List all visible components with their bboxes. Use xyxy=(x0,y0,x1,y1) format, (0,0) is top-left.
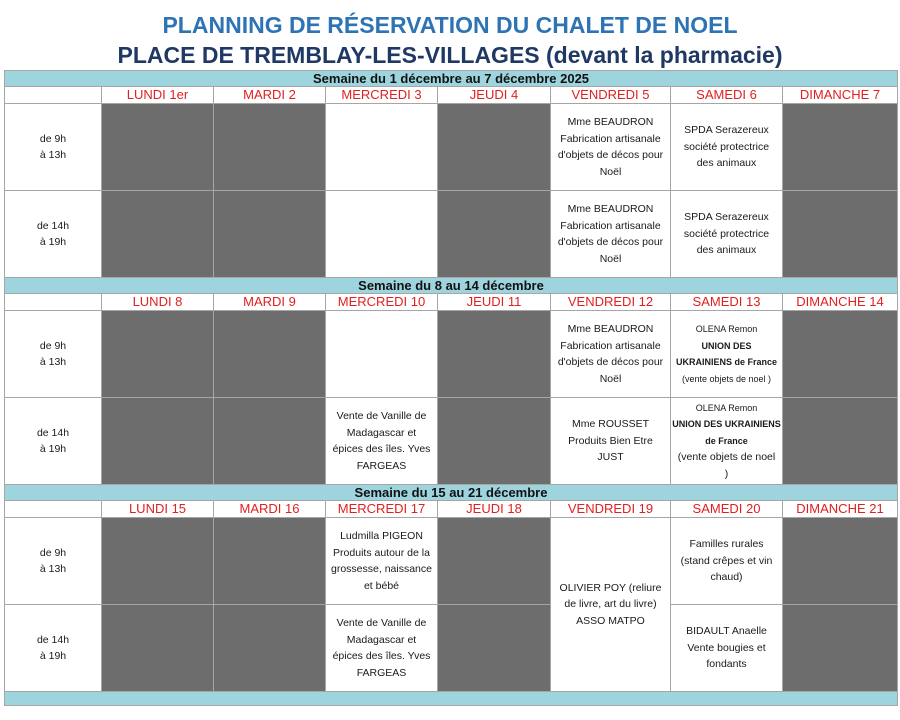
booking-line: Fabrication artisanale xyxy=(560,132,661,145)
booking-line: d'objets de décos pour xyxy=(557,236,664,248)
time-line: à 19h xyxy=(39,236,67,248)
booking-cell xyxy=(551,104,671,191)
unavailable-cell xyxy=(438,518,551,605)
time-line: à 19h xyxy=(39,443,67,455)
unavailable-cell xyxy=(214,605,326,692)
unavailable-cell xyxy=(438,605,551,692)
page-subtitle: PLACE DE TREMBLAY-LES-VILLAGES (devant la pharmacie) xyxy=(117,42,783,68)
booking-line: de livre, art du livre) xyxy=(564,598,657,611)
booking-line: Noël xyxy=(599,372,622,385)
booking-line: (vente objets de noel ) xyxy=(681,373,772,384)
time-line: à 19h xyxy=(39,650,67,662)
booking-line: société protectrice xyxy=(683,140,770,153)
booking-line: Noël xyxy=(599,252,622,265)
day-header: SAMEDI 6 xyxy=(671,87,783,104)
unavailable-cell xyxy=(102,605,214,692)
booking-cell-full-day xyxy=(551,518,671,692)
day-header: MERCREDI 17 xyxy=(326,501,438,518)
day-header-empty xyxy=(5,87,102,104)
day-header: SAMEDI 20 xyxy=(671,501,783,518)
day-header: DIMANCHE 7 xyxy=(783,87,898,104)
unavailable-cell xyxy=(214,518,326,605)
booking-line: Noël xyxy=(599,165,622,178)
booking-line: épices des îles. Yves xyxy=(332,650,431,662)
booking-line: Produits Bien Etre xyxy=(568,434,653,447)
unavailable-cell xyxy=(783,605,898,692)
unavailable-cell xyxy=(783,311,898,398)
booking-line: Vente de Vanille de xyxy=(336,410,427,422)
booking-line: BIDAULT Anaelle xyxy=(686,625,767,638)
unavailable-cell xyxy=(214,398,326,485)
booking-cell xyxy=(671,398,783,485)
time-line: de 9h xyxy=(39,132,67,145)
booking-line: Madagascar et xyxy=(346,633,417,646)
time-slot-morning xyxy=(5,311,102,398)
unavailable-cell xyxy=(102,398,214,485)
booking-line: Ludmilla PIGEON xyxy=(340,530,423,542)
booking-cell xyxy=(671,605,783,692)
unavailable-cell xyxy=(214,191,326,278)
time-line: de 9h xyxy=(39,546,67,559)
booking-line: Mme BEAUDRON xyxy=(567,323,654,335)
booking-line: Vente bougies et xyxy=(687,641,766,654)
unavailable-cell xyxy=(102,191,214,278)
booking-cell xyxy=(671,104,783,191)
unavailable-cell xyxy=(783,191,898,278)
day-header: JEUDI 11 xyxy=(438,294,551,311)
time-line: à 13h xyxy=(39,149,67,161)
day-header: SAMEDI 13 xyxy=(671,294,783,311)
booking-cell xyxy=(671,518,783,605)
time-line: de 14h xyxy=(36,219,70,232)
booking-line: Mme BEAUDRON xyxy=(567,116,654,128)
booking-line: d'objets de décos pour xyxy=(557,356,664,368)
booking-line: des animaux xyxy=(696,157,757,170)
booking-line: chaud) xyxy=(710,571,743,584)
booking-line: Fabrication artisanale xyxy=(560,219,661,232)
booking-line: Fabrication artisanale xyxy=(560,339,661,352)
booking-line: (stand crêpes et vin xyxy=(680,554,773,567)
booking-line: Familles rurales xyxy=(689,538,764,551)
booking-line: UNION DES UKRAINIENS xyxy=(672,419,781,430)
unavailable-cell xyxy=(438,311,551,398)
booking-line: ASSO MATPO xyxy=(576,614,645,627)
booking-line: ) xyxy=(724,467,729,480)
time-line: de 9h xyxy=(39,339,67,352)
booking-cell xyxy=(671,311,783,398)
unavailable-cell xyxy=(783,518,898,605)
time-line: à 13h xyxy=(39,356,67,368)
day-header-empty xyxy=(5,501,102,518)
footer-band xyxy=(5,692,898,706)
week-2-header: Semaine du 8 au 14 décembre xyxy=(5,278,898,294)
booking-cell xyxy=(326,398,438,485)
day-header: LUNDI 15 xyxy=(102,501,214,518)
week-3-header: Semaine du 15 au 21 décembre xyxy=(5,485,898,501)
booking-line: SPDA Serazereux xyxy=(684,211,769,224)
day-header: MARDI 9 xyxy=(214,294,326,311)
time-slot-morning xyxy=(5,518,102,605)
reservation-grid xyxy=(4,70,898,706)
booking-cell xyxy=(671,191,783,278)
booking-line: grossesse, naissance xyxy=(331,563,432,575)
day-header: DIMANCHE 14 xyxy=(783,294,898,311)
booking-line: et bébé xyxy=(363,579,400,592)
booking-line: (vente objets de noel xyxy=(677,451,776,464)
booking-line: SPDA Serazereux xyxy=(684,124,769,137)
day-header: VENDREDI 19 xyxy=(551,501,671,518)
time-slot-morning xyxy=(5,104,102,191)
booking-line: FARGEAS xyxy=(356,666,407,679)
booking-line: Mme ROUSSET xyxy=(571,418,649,431)
booking-line: OLIVIER POY (reliure xyxy=(559,581,662,594)
booking-line: UNION DES xyxy=(701,340,752,351)
day-header: JEUDI 4 xyxy=(438,87,551,104)
time-line: à 13h xyxy=(39,563,67,575)
day-header: DIMANCHE 21 xyxy=(783,501,898,518)
free-cell xyxy=(326,104,438,191)
booking-line: FARGEAS xyxy=(356,459,407,472)
week-1-header: Semaine du 1 décembre au 7 décembre 2025 xyxy=(5,71,898,87)
free-cell xyxy=(326,311,438,398)
day-header: MERCREDI 10 xyxy=(326,294,438,311)
free-cell xyxy=(326,191,438,278)
booking-line: des animaux xyxy=(696,244,757,257)
unavailable-cell xyxy=(783,398,898,485)
day-header: LUNDI 8 xyxy=(102,294,214,311)
booking-line: Madagascar et xyxy=(346,426,417,439)
booking-line: UKRAINIENS de France xyxy=(675,357,778,367)
booking-line: société protectrice xyxy=(683,227,770,240)
day-header: LUNDI 1er xyxy=(102,87,214,104)
booking-line: JUST xyxy=(597,451,624,464)
time-slot-afternoon xyxy=(5,605,102,692)
page-title: PLANNING DE RÉSERVATION DU CHALET DE NOEL xyxy=(162,12,738,38)
time-line: de 14h xyxy=(36,426,70,439)
unavailable-cell xyxy=(102,518,214,605)
booking-line: Mme BEAUDRON xyxy=(567,203,654,215)
booking-line: épices des îles. Yves xyxy=(332,443,431,455)
time-slot-afternoon xyxy=(5,191,102,278)
booking-cell xyxy=(326,518,438,605)
booking-line: OLENA Remon xyxy=(695,402,758,413)
unavailable-cell xyxy=(214,311,326,398)
booking-line: Vente de Vanille de xyxy=(336,617,427,629)
day-header: JEUDI 18 xyxy=(438,501,551,518)
day-header-empty xyxy=(5,294,102,311)
unavailable-cell xyxy=(102,311,214,398)
unavailable-cell xyxy=(438,191,551,278)
booking-line: OLENA Remon xyxy=(695,324,758,334)
unavailable-cell xyxy=(438,104,551,191)
time-slot-afternoon xyxy=(5,398,102,485)
day-header: VENDREDI 5 xyxy=(551,87,671,104)
unavailable-cell xyxy=(438,398,551,485)
unavailable-cell xyxy=(783,104,898,191)
booking-line: Produits autour de la xyxy=(333,546,430,559)
day-header: MARDI 2 xyxy=(214,87,326,104)
day-header: MARDI 16 xyxy=(214,501,326,518)
booking-cell xyxy=(551,398,671,485)
booking-line: d'objets de décos pour xyxy=(557,149,664,161)
booking-cell xyxy=(326,605,438,692)
booking-line: fondants xyxy=(706,658,747,671)
booking-cell xyxy=(551,311,671,398)
time-line: de 14h xyxy=(36,633,70,646)
day-header: MERCREDI 3 xyxy=(326,87,438,104)
booking-cell xyxy=(551,191,671,278)
unavailable-cell xyxy=(214,104,326,191)
day-header: VENDREDI 12 xyxy=(551,294,671,311)
unavailable-cell xyxy=(102,104,214,191)
booking-line: de France xyxy=(705,435,748,446)
